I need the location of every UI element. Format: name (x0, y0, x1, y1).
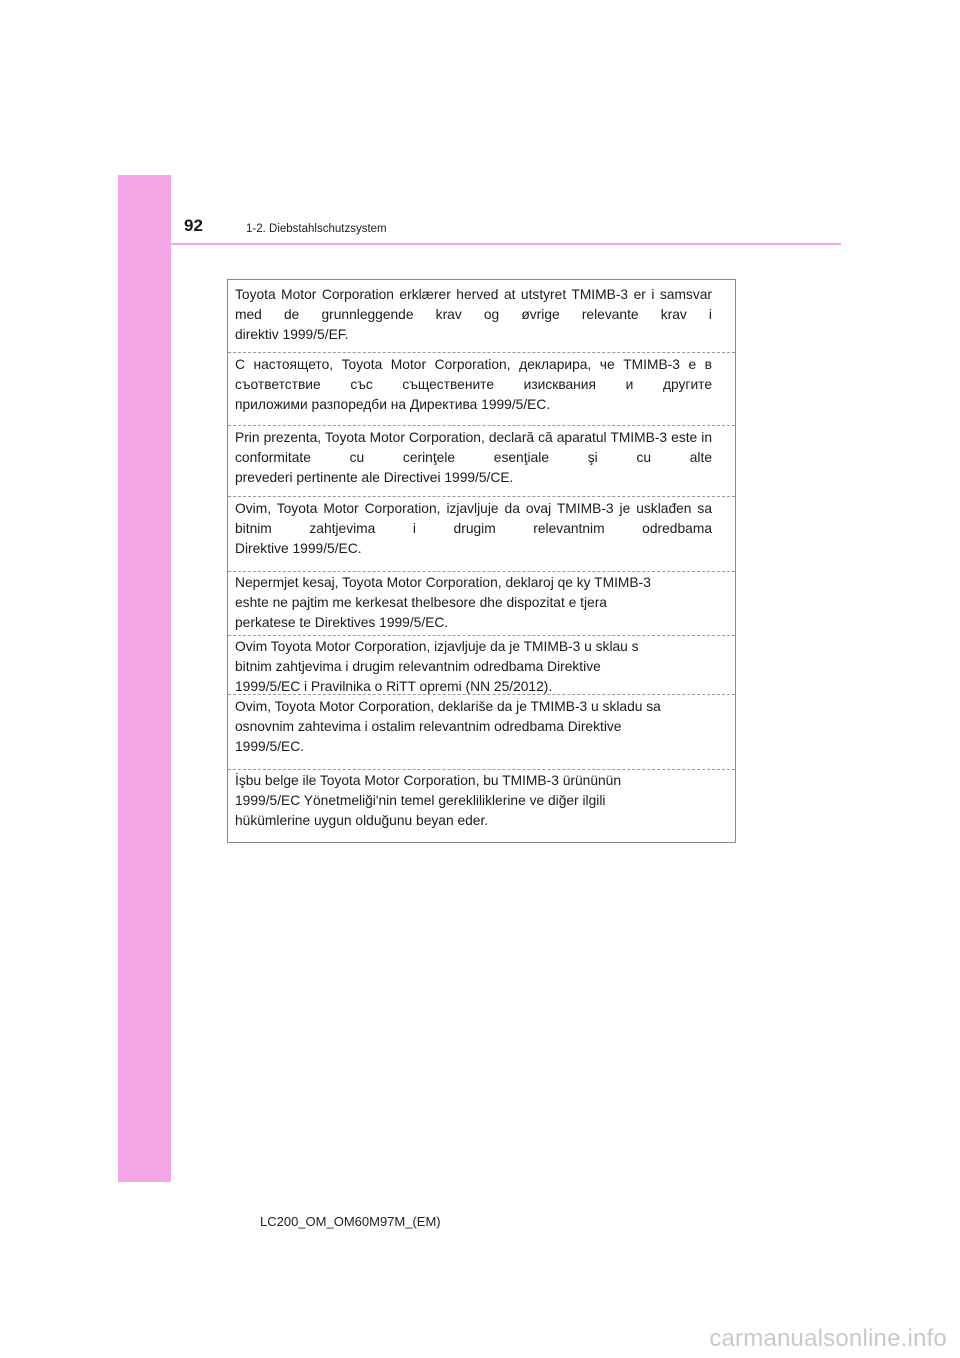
declaration-line: osnovnim zahtevima i ostalim relevantnim odredbama Direktive (235, 719, 622, 735)
declaration-line: 1999/5/EC Yönetmeliği'nin temel gerekliliklerine ve diğer ilgili (235, 793, 606, 809)
declaration-romanian (235, 428, 712, 489)
declaration-line: prevederi pertinente ale Directivei 1999/5/CE. (235, 470, 514, 486)
declaration-serbian (235, 697, 712, 758)
declaration-line: 1999/5/EC i Pravilnika o RiTT opremi (NN 25/2012). (235, 679, 553, 695)
page-number: 92 (184, 216, 203, 235)
watermark: carmanualsonline.info (709, 1325, 947, 1352)
declaration-line: Nepermjet kesaj, Toyota Motor Corporation, deklaroj qe ky TMIMB-3 (235, 575, 651, 590)
declaration-line: İşbu belge ile Toyota Motor Corporation, bu TMIMB-3 ürününün (235, 773, 622, 788)
declaration-line: Direktive 1999/5/EC. (235, 541, 362, 557)
declaration-separator (228, 635, 735, 636)
declaration-separator (228, 571, 735, 572)
declaration-line: Ovim, Toyota Motor Corporation, izjavljuje da ovaj TMIMB-3 je usklađen sa bitnim zahtjevima i drugim relevantnim odredbama (235, 501, 712, 537)
header-rule (171, 243, 841, 245)
declaration-line: Toyota Motor Corporation erklærer herved at utstyret TMIMB-3 er i samsvar med de grunnleggende krav og øvrige relevante krav i (235, 287, 712, 323)
document-code: LC200_OM_OM60M97M_(EM) (260, 1214, 441, 1229)
declaration-separator (228, 352, 735, 353)
declaration-bulgarian (235, 355, 712, 416)
declaration-box (227, 279, 736, 843)
declaration-croatian (235, 499, 712, 560)
declaration-separator (228, 769, 735, 770)
declaration-separator (228, 425, 735, 426)
declaration-line: С настоящето, Toyota Motor Corporation, декларира, че TMIMB-3 е в съответствие със съществените изисквания и другите (235, 357, 712, 393)
declaration-line: Ovim Toyota Motor Corporation, izjavljuje da je TMIMB-3 u sklau s (235, 639, 639, 654)
declaration-albanian (235, 573, 712, 634)
declaration-norwegian (235, 285, 712, 346)
declaration-line: приложими разпоредби на Директива 1999/5/EC. (235, 397, 551, 413)
declaration-line: 1999/5/EC. (235, 739, 305, 755)
declaration-line: perkatese te Direktives 1999/5/EC. (235, 615, 449, 631)
declaration-montenegrin (235, 637, 712, 698)
declaration-turkish (235, 771, 712, 832)
declaration-line: eshte ne pajtim me kerkesat thelbesore dhe dispozitat e tjera (235, 595, 607, 611)
chapter-side-band (118, 175, 171, 1182)
declaration-line: direktiv 1999/5/EF. (235, 327, 349, 343)
declaration-separator (228, 496, 735, 497)
declaration-line: Prin prezenta, Toyota Motor Corporation, declară că aparatul TMIMB-3 este in conformitate cu cerinţele esenţiale şi cu alte (235, 430, 712, 466)
declaration-line: Ovim, Toyota Motor Corporation, deklariše da je TMIMB-3 u skladu sa (235, 699, 661, 714)
declaration-line: hükümlerine uygun olduğunu beyan eder. (235, 813, 489, 829)
declaration-line: bitnim zahtjevima i drugim relevantnim odredbama Direktive (235, 659, 601, 675)
section-title: 1-2. Diebstahlschutzsystem (246, 223, 387, 235)
declaration-separator (228, 694, 735, 695)
